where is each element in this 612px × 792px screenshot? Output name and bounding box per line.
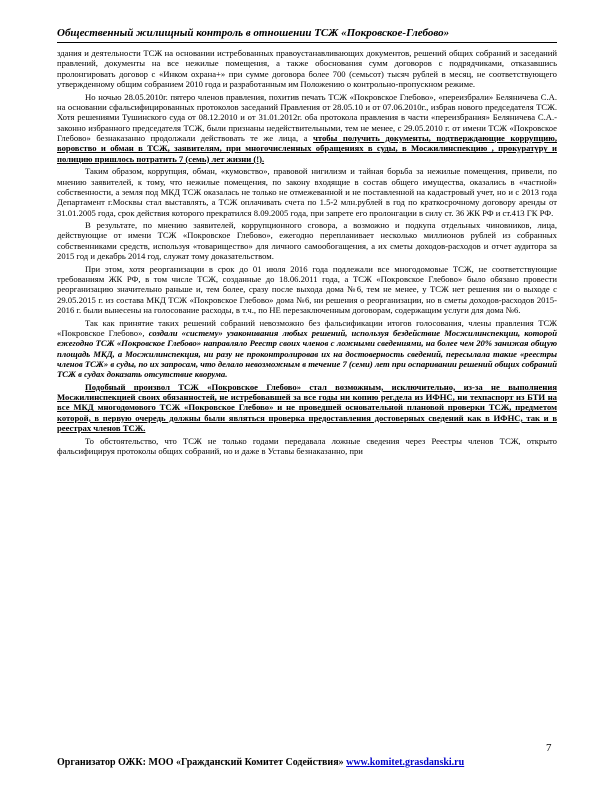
paragraph (57, 220, 557, 261)
paragraph-text: Таким образом, коррупция, обман, «кумовство», правовой нигилизм и тайная борьба за нежилые помещения, привели, по мнению заявителей, к тому, что нежилые помещения, по закону входящие в состав общего имущества, оказались в «частной» собственности, а земля под МКД ТСЖ оказалась не только не отмежеванной и не поставленной на кадастровый учет, но и с 2013 года Департамент г.Москвы стал выставлять, а ТСЖ оплачивать счета по 1.5-2 млн.рублей в год по краткосрочному договору аренды от 31.01.2005 года, срок действия которого прекратился 8.09.2005 года, при запрете его пролонгации в силу ст. 36 ЖК РФ и ст.413 ГК РФ. (57, 166, 557, 218)
paragraph-text: здания и деятельности ТСЖ на основании истребованных правоустанавливающих документов, решений общих собраний и заседаний правлений, документы на все нежилые помещения, а также обоснования сумм договоров с подрядчиками, отказавшись пролонгировать договор с «Инком охрана+» при сумме договора более 700 (семьсот) тысяч рублей в месяц, не соответствующего утвержденному общим собранием 2010 года и разработанным им Положению о контрольно-пропускном режиме. (57, 48, 557, 90)
paragraph-text: создали «систему» узаконивания любых решений, используя бездействие Мосжилинспекции, которой ежегодно ТСЖ «Покровское Глебово» направляло Реестр своих членов с ложными сведениями, на более чем 20% занижая общую площадь МКД, а Мосжилинспекция, ни разу не проконтролировав их на достоверность сведений, пересылала такие «реестры членов ТСЖ» в суды, по их запросам, что делало невозможным в течение 7 (семи) лет при оспаривании решений общих собраний ТСЖ в судах доказать отсутствие кворума. (57, 327, 557, 380)
paragraph-text: чтобы получить документы, подтверждающие коррупцию, воровство и обман в ТСЖ, заявителям, при многочисленных обращениях в суды, в Мосжилинспекцию , прокуратуру и полицию пришлось потратить 7 (семь) лет жизни (!). (57, 132, 558, 164)
paragraph (57, 318, 557, 380)
paragraph-text: В результате, по мнению заявителей, коррупционного сговора, а возможно и подкупа отдельных чиновников, лица, действующие от имени ТСЖ «Покровское Глебово», ежегодно перепланивает несколько миллионов рублей из собранных собственниками средств, используя «товарищество» для личного самообогащения, а их сметы доходов-расходов и отчет аудитора за 2015 год и декабрь 2014 год, служат тому доказательством. (57, 220, 557, 262)
paragraph (57, 92, 557, 164)
paragraph-text: То обстоятельство, что ТСЖ не только годами передавала ложные сведения через Реестры членов ТСЖ, открыто фальсифицируя протоколы общих собраний, но и даже в Уставы безнаказанно, при (57, 435, 557, 457)
paragraph (57, 382, 557, 434)
footer-link[interactable]: www.komitet.grasdanski.ru (346, 757, 465, 768)
footer (57, 757, 557, 768)
paragraph (57, 264, 557, 316)
paragraph (57, 48, 557, 89)
running-header (57, 27, 557, 43)
paragraph-text: При этом, хотя реорганизации в срок до 01 июля 2016 года подлежали все многодомовые ТСЖ, не соответствующие требованиям ЖК РФ, в том числе ТСЖ, созданные до 18.06.2011 года, а ТСЖ «Покровское Глебово» было обязано провести реорганизацию значительно раньше и, тем более, сразу после выхода дома №6, тем не менее, у ТСЖ нет решения ни о выходе с 29.05.2015 г. из состава МКД ТСЖ «Покровское Глебово» дома №6, ни решения о реорганизации, но в сметы доходов-расходов 2015-2016 г. были вынесены на голосование расходы, в т.ч., по НЕ перезаключенным договорам, содержащим услуги для дома №6. (57, 263, 557, 315)
paragraph-text: Подобный произвол ТСЖ «Покровское Глебово» стал возможным, исключительно, из-за не выполнения Мосжилинспекцией своих обязанностей, не истребовавшей за все годы ни копию рег.дела из ИФНС, ни техпаспорт из БТИ на все МКД многодомового ТСЖ «Покровское Глебово» и не проведшей основательной плановой проверки ТСЖ, предметом которой, в первую очередь должны были являться проверка предоставления достоверных сведений как в ИФНС, так и в реестрах членов ТСЖ. (57, 381, 557, 434)
page-number: 7 (546, 742, 552, 754)
document-body (57, 48, 557, 459)
header-title: Общественный жилищный контроль в отношении ТСЖ «Покровское-Глебово» (57, 27, 450, 39)
paragraph (57, 436, 557, 457)
paragraph-text: Так как принятие таких решений собраний невозможно без фальсификации итогов голосования, члены правления ТСЖ «Покровское Глебово», (57, 317, 557, 338)
footer-organizer: Организатор ОЖК: МОО «Гражданский Комитет Содействия» (57, 757, 344, 768)
paragraph-text: Но ночью 28.05.2010г. пятеро членов правления, похитив печать ТСЖ «Покровское Глебово», «переизбрали» Беляничева С.А. на основании сфальсифицированных протоколов заседаний Правления от 28.05.10 и от 07.06.2010г., избрав нового председателя ТСЖ. Хотя решениями Тушинского суда от 08.12.2010 и от 31.01.2012г. оба протокола правления в части «переизбрания» Беляничева С.А.- законно избранного председателя ТСЖ, были признаны недействительными, тем не менее, с 29.05.2010 г. от имени ТСЖ «Покровское Глебово» безнаказанно продолжали действовать те же лица, а (57, 91, 557, 143)
paragraph (57, 166, 557, 218)
